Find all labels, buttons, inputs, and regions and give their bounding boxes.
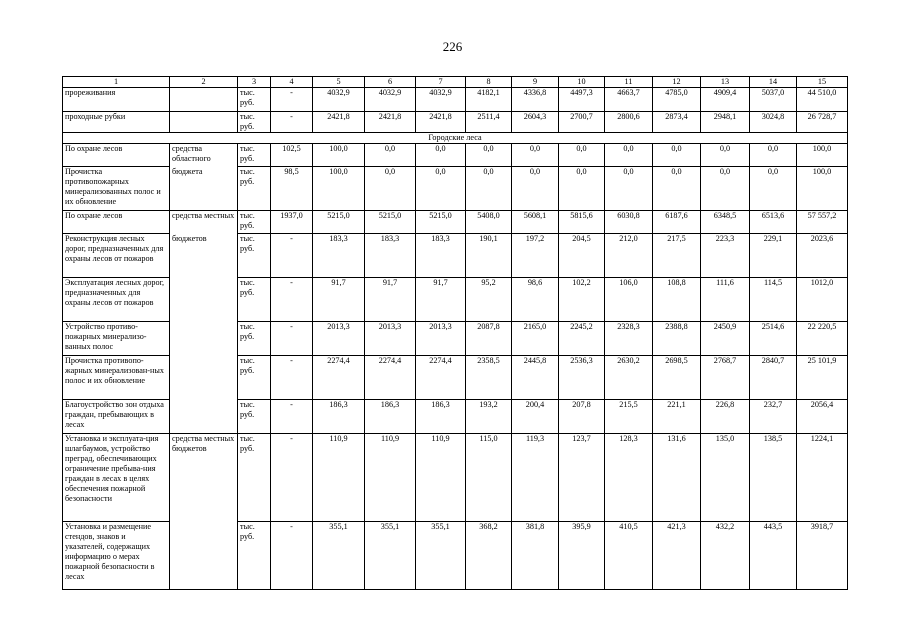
value-cell: 6348,5	[701, 211, 750, 234]
value-cell: 2630,2	[605, 356, 653, 400]
value-cell: 5408,0	[466, 211, 512, 234]
unit-cell: тыс. руб.	[238, 434, 271, 522]
value-cell: 0,0	[365, 144, 416, 167]
value-cell: -	[271, 356, 313, 400]
value-cell: 355,1	[416, 522, 466, 590]
value-cell: 108,8	[653, 278, 701, 322]
value-cell: 2274,4	[313, 356, 365, 400]
table-row	[63, 88, 848, 112]
activity-name: Реконструкция лесных дорог, предназначенных для охраны лесов от пожаров	[63, 234, 170, 278]
funding-source	[170, 278, 238, 322]
value-cell: 395,9	[559, 522, 605, 590]
funding-source: средства областного	[170, 144, 238, 167]
column-header: 1	[63, 77, 170, 88]
unit-cell: тыс. руб.	[238, 167, 271, 211]
value-cell: 44 510,0	[797, 88, 848, 112]
table-row	[63, 234, 848, 278]
value-cell: 0,0	[512, 144, 559, 167]
value-cell: 0,0	[466, 167, 512, 211]
value-cell: 1224,1	[797, 434, 848, 522]
value-cell: 106,0	[605, 278, 653, 322]
value-cell: 368,2	[466, 522, 512, 590]
value-cell: 193,2	[466, 400, 512, 434]
value-cell: 2328,3	[605, 322, 653, 356]
value-cell: 4032,9	[313, 88, 365, 112]
funding-source: средства местных	[170, 211, 238, 234]
unit-cell: тыс. руб.	[238, 144, 271, 167]
value-cell: 0,0	[653, 144, 701, 167]
value-cell: 2388,8	[653, 322, 701, 356]
column-header: 5	[313, 77, 365, 88]
value-cell: 100,0	[797, 167, 848, 211]
unit-cell: тыс. руб.	[238, 322, 271, 356]
value-cell: 111,6	[701, 278, 750, 322]
value-cell: 2840,7	[750, 356, 797, 400]
value-cell: 3024,8	[750, 112, 797, 133]
value-cell: 98,5	[271, 167, 313, 211]
value-cell: 4909,4	[701, 88, 750, 112]
value-cell: 2421,8	[365, 112, 416, 133]
value-cell: 0,0	[605, 167, 653, 211]
table-row	[63, 211, 848, 234]
value-cell: 2800,6	[605, 112, 653, 133]
column-header: 8	[466, 77, 512, 88]
value-cell: 0,0	[701, 167, 750, 211]
unit-cell: тыс. руб.	[238, 211, 271, 234]
value-cell: 0,0	[559, 144, 605, 167]
value-cell: 4032,9	[365, 88, 416, 112]
funding-source	[170, 400, 238, 434]
value-cell: 207,8	[559, 400, 605, 434]
value-cell: 6030,8	[605, 211, 653, 234]
value-cell: -	[271, 112, 313, 133]
unit-cell: тыс. руб.	[238, 112, 271, 133]
value-cell: 2087,8	[466, 322, 512, 356]
value-cell: 212,0	[605, 234, 653, 278]
value-cell: 131,6	[653, 434, 701, 522]
value-cell: 100,0	[797, 144, 848, 167]
table-row	[63, 434, 848, 522]
activity-name: Установка и размещение стендов, знаков и указателей, содержащих информацию о мерах пожарной безопасности в лесах	[63, 522, 170, 590]
value-cell: 186,3	[365, 400, 416, 434]
value-cell: 2873,4	[653, 112, 701, 133]
value-cell: 100,0	[313, 144, 365, 167]
value-cell: 4336,8	[512, 88, 559, 112]
table-row	[63, 144, 848, 167]
value-cell: 1937,0	[271, 211, 313, 234]
value-cell: 2165,0	[512, 322, 559, 356]
value-cell: 2274,4	[365, 356, 416, 400]
value-cell: -	[271, 278, 313, 322]
value-cell: 432,2	[701, 522, 750, 590]
column-header: 10	[559, 77, 605, 88]
table-row	[63, 322, 848, 356]
activity-name: Установка и эксплуата-ция шлагбаумов, устройство преград, обеспечивающих ограничение пребыва-ния граждан в лесах в целях обеспечения пожарной безопасности	[63, 434, 170, 522]
value-cell: 110,9	[365, 434, 416, 522]
value-cell: -	[271, 322, 313, 356]
page-number: 226	[442, 39, 463, 54]
table-row	[63, 167, 848, 211]
section-row	[63, 133, 848, 144]
value-cell: 95,2	[466, 278, 512, 322]
value-cell: 421,3	[653, 522, 701, 590]
value-cell: 381,8	[512, 522, 559, 590]
value-cell: 22 220,5	[797, 322, 848, 356]
activity-name: По охране лесов	[63, 144, 170, 167]
value-cell: 226,8	[701, 400, 750, 434]
value-cell: 197,2	[512, 234, 559, 278]
value-cell: 183,3	[313, 234, 365, 278]
value-cell: 4182,1	[466, 88, 512, 112]
value-cell: 2421,8	[313, 112, 365, 133]
activity-name: Устройство противо-пожарных минерализо-ванных полос	[63, 322, 170, 356]
value-cell: 5215,0	[365, 211, 416, 234]
value-cell: 2511,4	[466, 112, 512, 133]
unit-cell: тыс. руб.	[238, 522, 271, 590]
value-cell: 6513,6	[750, 211, 797, 234]
funding-source: бюджетов	[170, 234, 238, 278]
funding-source	[170, 356, 238, 400]
value-cell: 2421,8	[416, 112, 466, 133]
column-header: 7	[416, 77, 466, 88]
value-cell: 110,9	[416, 434, 466, 522]
activity-name: проходные рубки	[63, 112, 170, 133]
value-cell: 1012,0	[797, 278, 848, 322]
column-header: 12	[653, 77, 701, 88]
funding-source	[170, 522, 238, 590]
value-cell: 186,3	[416, 400, 466, 434]
value-cell: 91,7	[416, 278, 466, 322]
budget-table	[62, 76, 848, 590]
value-cell: 25 101,9	[797, 356, 848, 400]
value-cell: 183,3	[365, 234, 416, 278]
value-cell: 102,2	[559, 278, 605, 322]
unit-cell: тыс. руб.	[238, 234, 271, 278]
value-cell: 355,1	[313, 522, 365, 590]
value-cell: 5215,0	[313, 211, 365, 234]
value-cell: 190,1	[466, 234, 512, 278]
activity-name: прореживания	[63, 88, 170, 112]
value-cell: 200,4	[512, 400, 559, 434]
value-cell: 2023,6	[797, 234, 848, 278]
value-cell: -	[271, 434, 313, 522]
value-cell: 2514,6	[750, 322, 797, 356]
value-cell: 128,3	[605, 434, 653, 522]
value-cell: 2013,3	[313, 322, 365, 356]
value-cell: 5815,6	[559, 211, 605, 234]
value-cell: 5608,1	[512, 211, 559, 234]
value-cell: 232,7	[750, 400, 797, 434]
unit-cell: тыс. руб.	[238, 356, 271, 400]
section-title: Городские леса	[63, 133, 848, 144]
value-cell: 102,5	[271, 144, 313, 167]
value-cell: 119,3	[512, 434, 559, 522]
table-row	[63, 400, 848, 434]
value-cell: -	[271, 234, 313, 278]
value-cell: 110,9	[313, 434, 365, 522]
value-cell: 3918,7	[797, 522, 848, 590]
value-cell: 2768,7	[701, 356, 750, 400]
value-cell: -	[271, 88, 313, 112]
funding-source	[170, 322, 238, 356]
value-cell: 6187,6	[653, 211, 701, 234]
value-cell: 183,3	[416, 234, 466, 278]
value-cell: 0,0	[416, 144, 466, 167]
funding-source	[170, 112, 238, 133]
value-cell: 91,7	[313, 278, 365, 322]
column-header: 11	[605, 77, 653, 88]
value-cell: 4497,3	[559, 88, 605, 112]
table-row	[63, 522, 848, 590]
value-cell: 91,7	[365, 278, 416, 322]
column-header: 4	[271, 77, 313, 88]
value-cell: 2445,8	[512, 356, 559, 400]
activity-name: Прочистка противопо-жарных минерализован-ных полос и их обновление	[63, 356, 170, 400]
unit-cell: тыс. руб.	[238, 88, 271, 112]
value-cell: 115,0	[466, 434, 512, 522]
value-cell: 0,0	[653, 167, 701, 211]
unit-cell: тыс. руб.	[238, 278, 271, 322]
value-cell: 0,0	[365, 167, 416, 211]
value-cell: 215,5	[605, 400, 653, 434]
column-header: 14	[750, 77, 797, 88]
value-cell: 2536,3	[559, 356, 605, 400]
value-cell: 2056,4	[797, 400, 848, 434]
funding-source: средства местных бюджетов	[170, 434, 238, 522]
value-cell: 138,5	[750, 434, 797, 522]
value-cell: 100,0	[313, 167, 365, 211]
value-cell: 0,0	[416, 167, 466, 211]
value-cell: 114,5	[750, 278, 797, 322]
value-cell: -	[271, 400, 313, 434]
value-cell: 2358,5	[466, 356, 512, 400]
column-header: 13	[701, 77, 750, 88]
funding-source: бюджета	[170, 167, 238, 211]
value-cell: 4032,9	[416, 88, 466, 112]
value-cell: 2450,9	[701, 322, 750, 356]
value-cell: 355,1	[365, 522, 416, 590]
value-cell: 2274,4	[416, 356, 466, 400]
value-cell: 26 728,7	[797, 112, 848, 133]
value-cell: 57 557,2	[797, 211, 848, 234]
value-cell: 0,0	[750, 167, 797, 211]
value-cell: -	[271, 522, 313, 590]
column-number-row	[63, 77, 848, 88]
value-cell: 410,5	[605, 522, 653, 590]
column-header: 6	[365, 77, 416, 88]
value-cell: 5215,0	[416, 211, 466, 234]
value-cell: 2013,3	[365, 322, 416, 356]
value-cell: 0,0	[466, 144, 512, 167]
activity-name: По охране лесов	[63, 211, 170, 234]
value-cell: 135,0	[701, 434, 750, 522]
value-cell: 229,1	[750, 234, 797, 278]
table-row	[63, 356, 848, 400]
column-header: 2	[170, 77, 238, 88]
table-row	[63, 112, 848, 133]
unit-cell: тыс. руб.	[238, 400, 271, 434]
value-cell: 217,5	[653, 234, 701, 278]
value-cell: 0,0	[750, 144, 797, 167]
table-row	[63, 278, 848, 322]
value-cell: 98,6	[512, 278, 559, 322]
value-cell: 2245,2	[559, 322, 605, 356]
value-cell: 123,7	[559, 434, 605, 522]
funding-source	[170, 88, 238, 112]
value-cell: 0,0	[605, 144, 653, 167]
value-cell: 0,0	[512, 167, 559, 211]
value-cell: 2698,5	[653, 356, 701, 400]
value-cell: 2013,3	[416, 322, 466, 356]
value-cell: 223,3	[701, 234, 750, 278]
value-cell: 4663,7	[605, 88, 653, 112]
column-header: 15	[797, 77, 848, 88]
column-header: 3	[238, 77, 271, 88]
value-cell: 2700,7	[559, 112, 605, 133]
value-cell: 2948,1	[701, 112, 750, 133]
column-header: 9	[512, 77, 559, 88]
activity-name: Прочистка противопожарных минерализованных полос и их обновление	[63, 167, 170, 211]
value-cell: 4785,0	[653, 88, 701, 112]
value-cell: 5037,0	[750, 88, 797, 112]
value-cell: 186,3	[313, 400, 365, 434]
activity-name: Благоустройство зон отдыха граждан, пребывающих в лесах	[63, 400, 170, 434]
value-cell: 0,0	[559, 167, 605, 211]
value-cell: 204,5	[559, 234, 605, 278]
value-cell: 2604,3	[512, 112, 559, 133]
activity-name: Эксплуатация лесных дорог, предназначенных для охраны лесов от пожаров	[63, 278, 170, 322]
value-cell: 0,0	[701, 144, 750, 167]
value-cell: 221,1	[653, 400, 701, 434]
value-cell: 443,5	[750, 522, 797, 590]
